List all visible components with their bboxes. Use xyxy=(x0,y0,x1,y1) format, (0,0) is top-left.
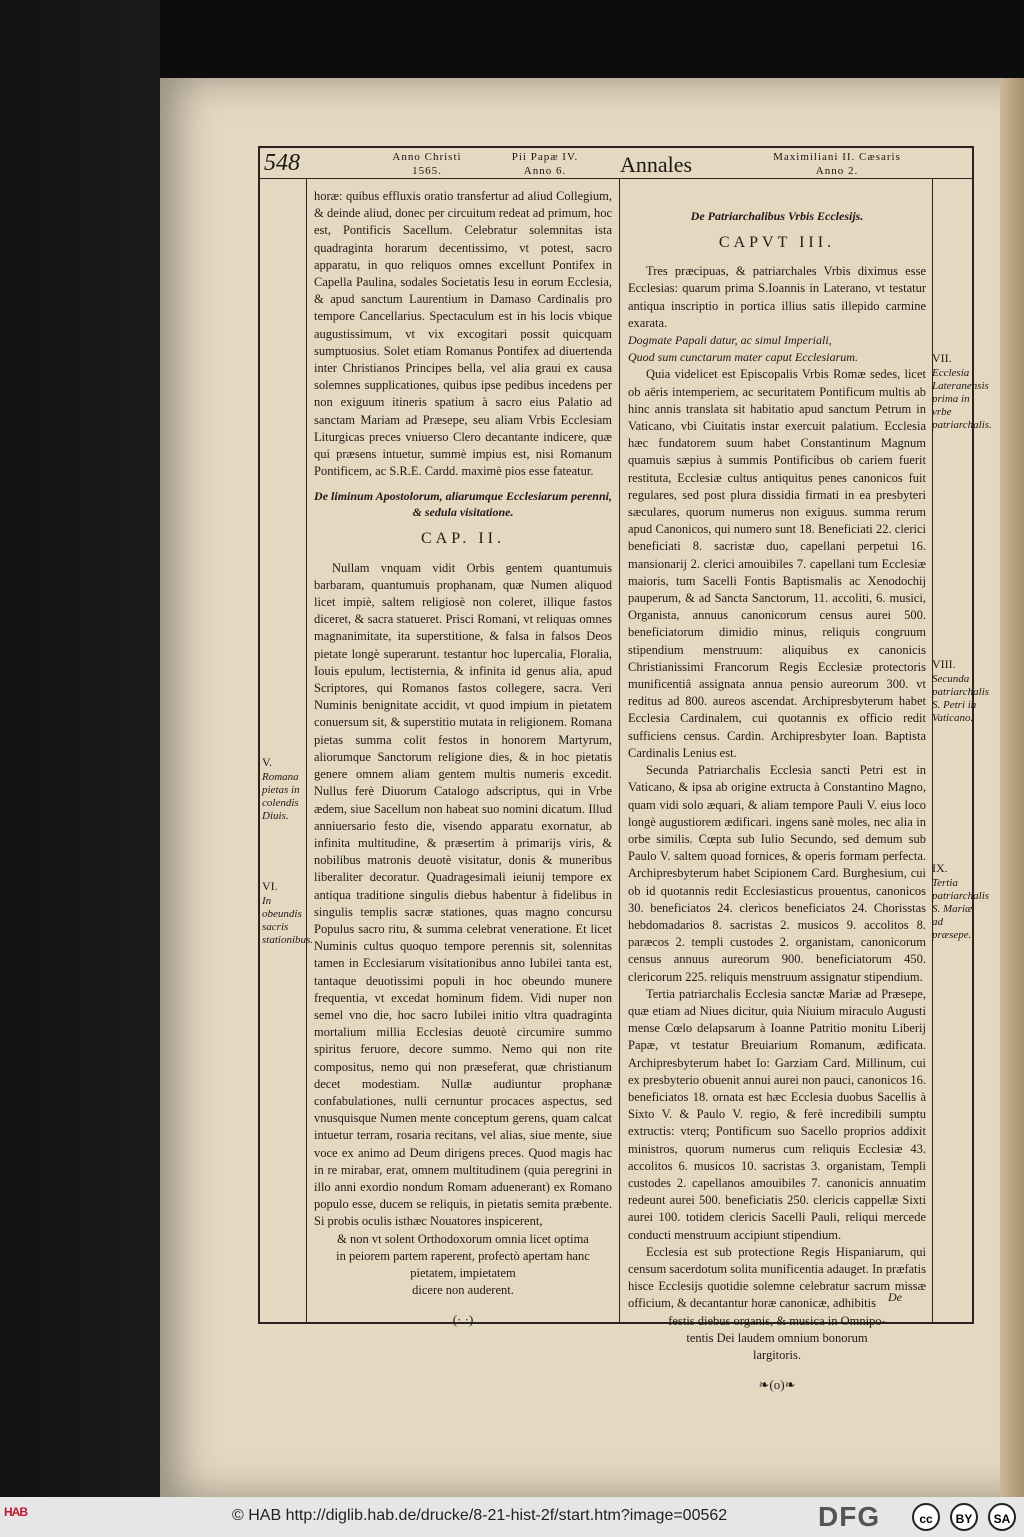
viewer-footer xyxy=(0,1497,1024,1537)
margin-note-text: Ecclesia Lateranensis prima in vrbe patriarchalis. xyxy=(932,367,992,431)
inscription-line-1: Dogmate Papali datur, ac simul Imperiali, xyxy=(628,333,832,348)
left-end-lines xyxy=(314,1231,612,1300)
inscription-line-2: Quod sum cunctarum mater caput Ecclesiarum. xyxy=(628,350,858,365)
folio-number: 548 xyxy=(264,150,300,176)
margin-note-viii xyxy=(932,657,990,725)
header-rule-bottom xyxy=(258,178,974,179)
right-paragraph-1: Tres præcipuas, & patriarchales Vrbis diximus esse Ecclesias: quarum prima S.Ioannis in Laterano, vt testatur antiqua inscriptio in portica illius satis illepido carmine exarata. xyxy=(628,264,926,330)
chapter-heading-right: CAPVT III. xyxy=(718,234,836,251)
end-line: festis diebus organis, & musica in Omnipo- xyxy=(668,1313,886,1328)
maximilian-label: Maximiliani II. Cæsaris xyxy=(773,151,901,163)
end-line: in peiorem partem raperent, profectò apertam hanc pietatem, impietatem xyxy=(336,1248,590,1280)
anno-christi-label: Anno Christi xyxy=(392,151,462,163)
header-pius xyxy=(490,150,600,178)
ornament-right: ❧(o)❧ xyxy=(758,1377,796,1393)
maximilian-anno: Anno 2. xyxy=(815,165,859,177)
scan-background xyxy=(0,0,160,1497)
end-line: & non vt solent Orthodoxorum omnia licet optima xyxy=(337,1231,589,1246)
right-paragraph-2: Quia videlicet est Episcopalis Vrbis Romæ sedes, licet ob aëris intemperiem, ac securitatem Pontificum multis ab hinc annis translata sit habitatio apud sanctum Petrum in Vaticano, vbi Ciuitatis instar exercuit palatium. Ecclesia hæc fundatorem suum habet Constantinum Magnum quamuis sæpius à summis Pontificibus ob cariem fuerit restituta, Ecclesiæ cultus antiquitus penes canonicos fuit regulares, sed post plura dissidia firmati in ea presbyteri sæculares, quorum numerus non exiguus. summa rerum apud Canonicos, qui numero sunt 18. Beneficiati 22. clerici beneficiati 8. sacristæ duo, capellani perpetui 16. mansionarij 2. clerici amouibiles 7. capellani tum Ecclesiæ maioris, tum Sacelli Fontis Baptismalis ac Xenodochij pauperum, & ad Sancta Sanctorum, 11. accoliti, 6. musici, Organista, annuus canonicorum census aurei 500. beneficiatorum dimidio minus, reliquis congruum stipendium menstruum: aliquibus ex canonicis Christianissimi Francorum Regis Ecclesiæ protectoris munificentiâ assignata annua pensio aureorum 300. vt reditus ad 800. aureos ascendat. Archipresbyterum habet Ecclesia Cardinalem, cui quotannis ex officio redit sufficiens census. Cardin. Archipresbyter Ioan. Baptista Cardinalis Lenius est. xyxy=(628,367,926,760)
margin-note-text: Secunda patriarchalis S. Petri in Vaticano. xyxy=(932,673,990,724)
frame-right xyxy=(972,146,974,1324)
pius-anno: Anno 6. xyxy=(523,165,567,177)
header-anno-christi xyxy=(372,150,482,178)
ornament-left: (·.·) xyxy=(452,1312,474,1328)
margin-rule-left xyxy=(306,178,307,1324)
margin-note-vii xyxy=(932,351,992,432)
right-paragraph-3: Secunda Patriarchalis Ecclesia sancti Petri est in Vaticano, & ipsa ab origine extructa à Constantino Magno, quam vidi solo æquari, & aliam tempore Pauli V. eius loco longè augustiorem ædificari. ingens sanè moles, nec alia in orbe similis. Cœpta sub Iulio Secundo, sed demum sub Paulo V. saltem quoad fornices, & operis formam perfecta. Archipresbyterum habet Scipionem Card. Burghesium, cui ob id quotannis redit Ecclesiasticus prouentus, canonicos 30. beneficiatos 24. clericos beneficiatos 24. Chorisstas hebdomadarios 8. sacristas 2. musicos 9. accolitos 8. paræcos 2. templi custodes 2. organistam, canonicorum census annuus aureorum 900. beneficiatorum 450. clericorum 225. reliquis menstruum assignatur stipendium. xyxy=(628,763,926,984)
frame-left xyxy=(258,146,260,1324)
left-column xyxy=(314,188,612,1329)
right-end-lines xyxy=(628,1313,926,1365)
column-divider xyxy=(619,178,620,1324)
margin-note-text: In obeundis sacris stationibus. xyxy=(262,895,314,946)
chapter-heading-left: CAP. II. xyxy=(420,530,505,548)
catchword: De xyxy=(888,1290,902,1304)
end-line: dicere non auderent. xyxy=(412,1283,514,1298)
left-paragraph-1: horæ: quibus effluxis oratio transfertur ad aliud Collegium, & deinde aliud, donec per circuitum redeat ad primum, hoc est, Pontificis Sacellum. Celebratur solemnitas ista quadraginta horarum decentissimo, vt potest, sacro apparatu, in quo reliquos omnes excellunt Pontifex in Capella Paulina, sodales Societatis Iesu in eorum Ecclesia, & apud sanctum Laurentium in Damaso Cardinalis pro tempore Cancellarius. Spectaculum est in his locis vbique augustissimum, vt vix excogitari possit quicquam sumptuosius. Solet etiam Romanus Pontifex ad diuertenda inter Christianos Principes bella, vel alia graui ex causa solemnes supplicationes, quibus ipse pedibus incedens per non exiguum itineris spatium à sacro eius Palatio ad sanctam Mariam ad Præsepe, seu aliam Vrbis Ecclesiam Liturgicas preces vniuerso Clero decantante indicere, quæ qui præsens intuetur, summè impius est, nisi Romanum Pontificem, ac S.R.E. Cardd. maximè pios esse fateatur. xyxy=(314,189,612,479)
right-paragraph-5: Ecclesia est sub protectione Regis Hispaniarum, qui censum sacerdotum solita munificentia adauget. In præfatis hisce Ecclesijs quotidie solemne celebratur sacrum missæ officium, & decantantur horæ canonicæ, adhibitis xyxy=(628,1244,926,1311)
credit-link[interactable]: © HAB http://diglib.hab.de/drucke/8-21-hist-2f/start.htm?image=00562 xyxy=(232,1507,728,1524)
end-line: largitoris. xyxy=(752,1348,802,1362)
section-title-left: De liminum Apostolorum, aliarumque Ecclesiarum perenni, & sedula visitatione. xyxy=(314,489,612,520)
margin-note-v xyxy=(262,756,306,823)
margin-rule-right xyxy=(932,178,933,1324)
margin-note-number: V. xyxy=(262,755,273,769)
pius-label: Pii Papæ IV. xyxy=(511,151,579,163)
header-rule-top xyxy=(258,146,974,148)
margin-note-vi xyxy=(262,879,314,947)
right-column xyxy=(628,200,926,1393)
anno-christi-value: 1565. xyxy=(412,165,442,177)
margin-note-number: VII. xyxy=(932,351,952,365)
margin-note-number: IX. xyxy=(932,861,948,875)
end-line: tentis Dei laudem omnium bonorum xyxy=(686,1330,868,1345)
page-edge xyxy=(1000,78,1024,1497)
margin-note-text: Tertia patriarchalis S. Mariæ ad præsepe. xyxy=(932,877,990,941)
cc-license-icon[interactable]: cc xyxy=(912,1503,940,1531)
right-paragraph-4: Tertia patriarchalis Ecclesia sanctæ Mariæ ad Præsepe, quæ etiam ad Niues dicitur, quia Niuium miraculo Augusti mense Cœlo delapsarum à Ioanne Patritio monitu Liberij Papæ, vt testatur Breuiarium Romanum, ædificata. Archipresbyterum habet Io: Garziam Card. Millinum, cui ex presbyterio obuenit annui aurei non pauci, canonicos 16. beneficiatos 18. ornata est hæc Ecclesia duobus Sacellis à Sixto V. & Paulo V. regio, & ferè incredibili sumptu extructis: vterq; Pontificum suo Sacello proprios addixit ministros, quorum numerus cum reliquis Ecclesiæ 43. accolitos 6. musicos 10. sacristas 3. organistam, Templi custodes 2. capellanos amouibiles 7. canonicis annuatim redeunt aurei 500. beneficiatis 250. clericis cappellæ Sixti aurei 100. totidem clericis Sacelli Pauli, reliqui mercede conducti menstruum accipiunt stipendium. xyxy=(628,986,926,1242)
running-title: Annales xyxy=(620,152,693,177)
header-maximilian xyxy=(742,150,932,178)
dfg-logo[interactable]: DFG xyxy=(818,1501,881,1532)
margin-note-text: Romana pietas in colendis Diuis. xyxy=(262,771,300,822)
margin-note-number: VI. xyxy=(262,879,278,893)
by-license-icon[interactable]: BY xyxy=(950,1503,978,1531)
margin-note-number: VIII. xyxy=(932,657,956,671)
margin-note-ix xyxy=(932,861,990,942)
left-paragraph-2: Nullam vnquam vidit Orbis gentem quantumuis barbaram, quantumuis prophanam, quæ Numen aliquod licet impiè, saltem religiosè non coleret, illique fastos diceret, & sacra statueret. Prisci Romani, vt reliquas omnes magnanimitate, ita superstitione, & falsa in falsos Deos pietate longè superarunt. testantur hoc lupercalia, Floralia, Iouis epulum, lectisternia, & infinita id genus alia, apud Scriptores, qui Romanos fastos collegere, sacra. Veri Numinis benignitate accidit, vt quod impium in pietatem conuersum sit, & superstitio mutata in religionem. Romana pietas summa colit festos in honorem Martyrum, aliorumque Sanctorum religione dies, & in hoc pietatis genere omnem aliam gentem multis numeris excedit. Nullus ferè Diuorum Catalogo adscriptus, qui in Vrbe ædem, siue Sacellum non habeat suo nomini dicatum. Illud anniuersario festo die, visendo apparatu exornatur, ab infinita multitudine, & præsertim à primarijs viris, & nobilibus matronis deuotè visitatur, donis & muneribus liberaliter decoratur. Quadragesimali ieiunij tempore ex antiqua traditione singulis diebus habentur à fidelibus in singulis templis sacræ stationes, quas magno concursu Populus sacro ritu, & summa celebrat veneratione. Et licet Numinis cultus quoquo tempore perennis sit, solennitas tamen in Ecclesiarum visitationibus anno Iubilei tanta est, tantaque deuotissimi populi in hoc obeundo munere frequentia, vt excedat hominum fidem. Vidi nuper non semel vno die, hoc sacro Iubilei initio vltra quadraginta mortalium millia Ecclesias deuotè circumire summo spiritus feruore, decore summo. Nemo qui non rite compositus, nemo qui non præseferat, quæ christianum decet modestiam. Nullæ audiuntur prophanæ confabulationes, nulli cernuntur procaces aspectus, sed vnusquisque Numen mente conceptum gerens, quam calcat intuetur terram, rosaria recitans, vel alias, siue mente, siue voce ex animo ad Deum dirigens preces. Quod magis hac in re mirabar, erat, omnem multitudinem (quia peregrini in illo anni exordio nondum Romam aduenerant) ex Romano populo esse, ducem se reliquis, in pietatis semita præbente. Si probis oculis isthæc Nouatores inspicerent, xyxy=(314,560,612,1229)
sa-license-icon[interactable]: SA xyxy=(988,1503,1016,1531)
hab-logo[interactable]: HAB xyxy=(4,1505,27,1519)
section-title-right: De Patriarchalibus Vrbis Ecclesijs. xyxy=(690,209,864,223)
